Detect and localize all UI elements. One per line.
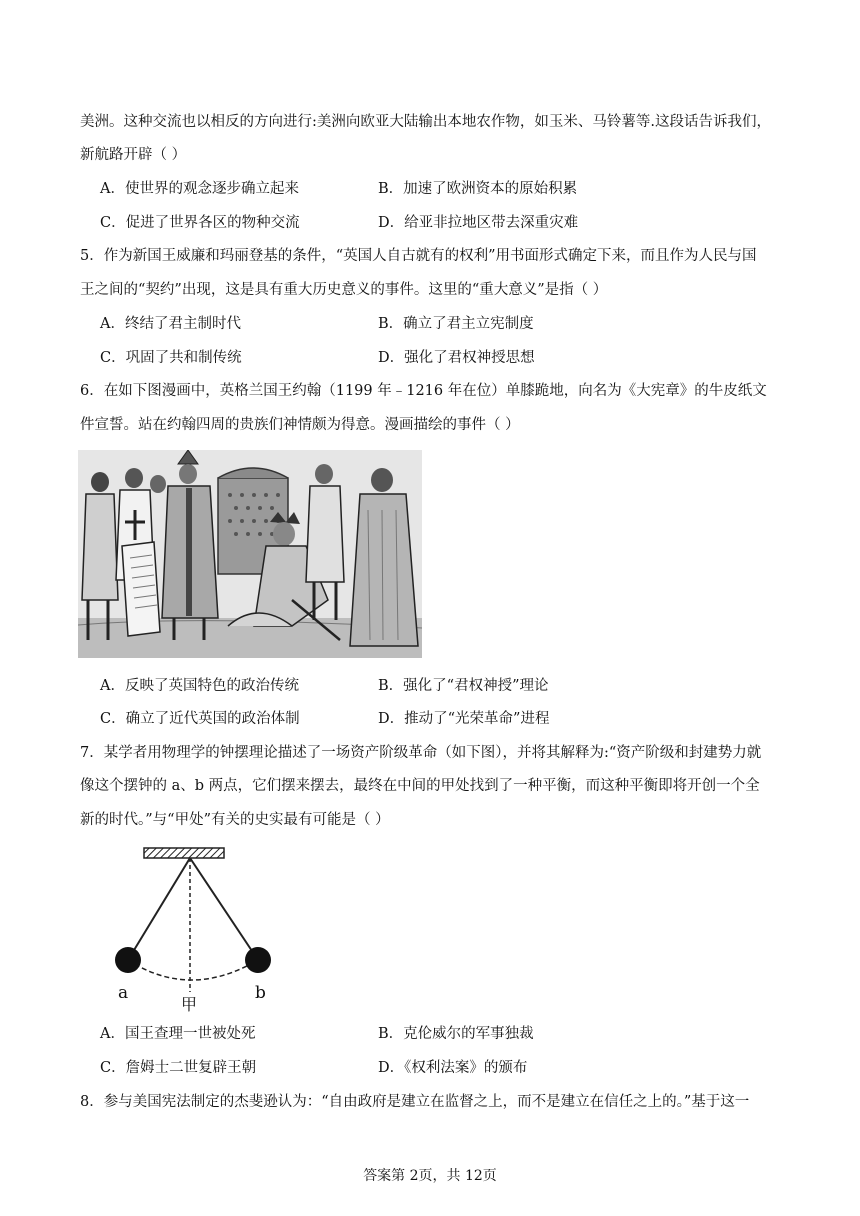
q4-option-a: A．使世界的观念逐步确立起来 <box>100 181 299 197</box>
pendulum-label-a: a <box>118 983 129 1003</box>
q6-option-c: C．确立了近代英国的政治体制 <box>100 711 300 727</box>
q5-stem-line-1: 5．作为新国王威廉和玛丽登基的条件，“英国人自古就有的权利”用书面形式确定下来，而且作为人民与国 <box>80 248 757 264</box>
pendulum-ceiling <box>144 848 224 858</box>
q5-option-b: B．确立了君主立宪制度 <box>378 316 534 332</box>
pendulum-string-left <box>128 858 190 960</box>
q7-stem-line-3: 新的时代。”与“甲处”有关的史实最有可能是（ ） <box>80 812 390 828</box>
pendulum-bob-b <box>245 947 271 973</box>
q7-option-b: B．克伦威尔的军事独裁 <box>378 1026 534 1042</box>
pendulum-diagram <box>100 840 290 1020</box>
magna-carta-cartoon-image <box>78 450 422 658</box>
q6-option-d: D．推动了“光荣革命”进程 <box>378 711 550 727</box>
pendulum-label-b: b <box>255 983 266 1003</box>
q6-option-b: B．强化了“君权神授”理论 <box>378 678 549 694</box>
q4-stem-line-2: 新航路开辟（ ） <box>80 147 187 163</box>
q7-stem-line-1: 7．某学者用物理学的钟摆理论描述了一场资产阶级革命（如下图），并将其解释为:“资产阶级和封建势力就 <box>80 745 762 761</box>
q5-option-c: C．巩固了共和制传统 <box>100 350 242 366</box>
q4-option-d: D．给亚非拉地区带去深重灾难 <box>378 215 579 231</box>
q5-stem-line-2: 王之间的“契约”出现，这是具有重大历史意义的事件。这里的“重大意义”是指（ ） <box>80 282 608 298</box>
q4-stem-line-1: 美洲。这种交流也以相反的方向进行:美洲向欧亚大陆输出本地农作物，如玉米、马铃薯等.这段话告诉我们， <box>80 114 771 130</box>
q4-option-b: B．加速了欧洲资本的原始积累 <box>378 181 578 197</box>
q7-option-c: C．詹姆士二世复辟王朝 <box>100 1060 257 1076</box>
pendulum-bob-a <box>115 947 141 973</box>
q5-option-d: D．强化了君权神授思想 <box>378 350 535 366</box>
q8-stem-line-1: 8．参与美国宪法制定的杰斐逊认为：“自由政府是建立在监督之上，而不是建立在信任之上的。”基于这一 <box>80 1094 750 1110</box>
q4-option-c: C．促进了世界各区的物种交流 <box>100 215 300 231</box>
pendulum-label-jia: 甲 <box>181 995 198 1014</box>
q6-stem-line-2: 件宣誓。站在约翰四周的贵族们神情颇为得意。漫画描绘的事件（ ） <box>80 417 520 433</box>
pendulum-swing-arc <box>128 960 258 980</box>
q7-stem-line-2: 像这个摆钟的 a、b 两点，它们摆来摆去，最终在中间的甲处找到了一种平衡，而这种平衡即将开创一个全 <box>80 778 760 794</box>
q6-option-a: A．反映了英国特色的政治传统 <box>100 678 299 694</box>
q6-stem-line-1: 6．在如下图漫画中，英格兰国王约翰（1199 年﹣1216 年在位）单膝跪地，向名为《大宪章》的牛皮纸文 <box>80 383 767 399</box>
q7-option-d: D．《权利法案》的颁布 <box>378 1060 528 1076</box>
q5-option-a: A．终结了君主制时代 <box>100 316 241 332</box>
q7-option-a: A．国王查理一世被处死 <box>100 1026 256 1042</box>
page-footer: 答案第 2页，共 12页 <box>363 1168 497 1184</box>
pendulum-string-right <box>190 858 258 960</box>
